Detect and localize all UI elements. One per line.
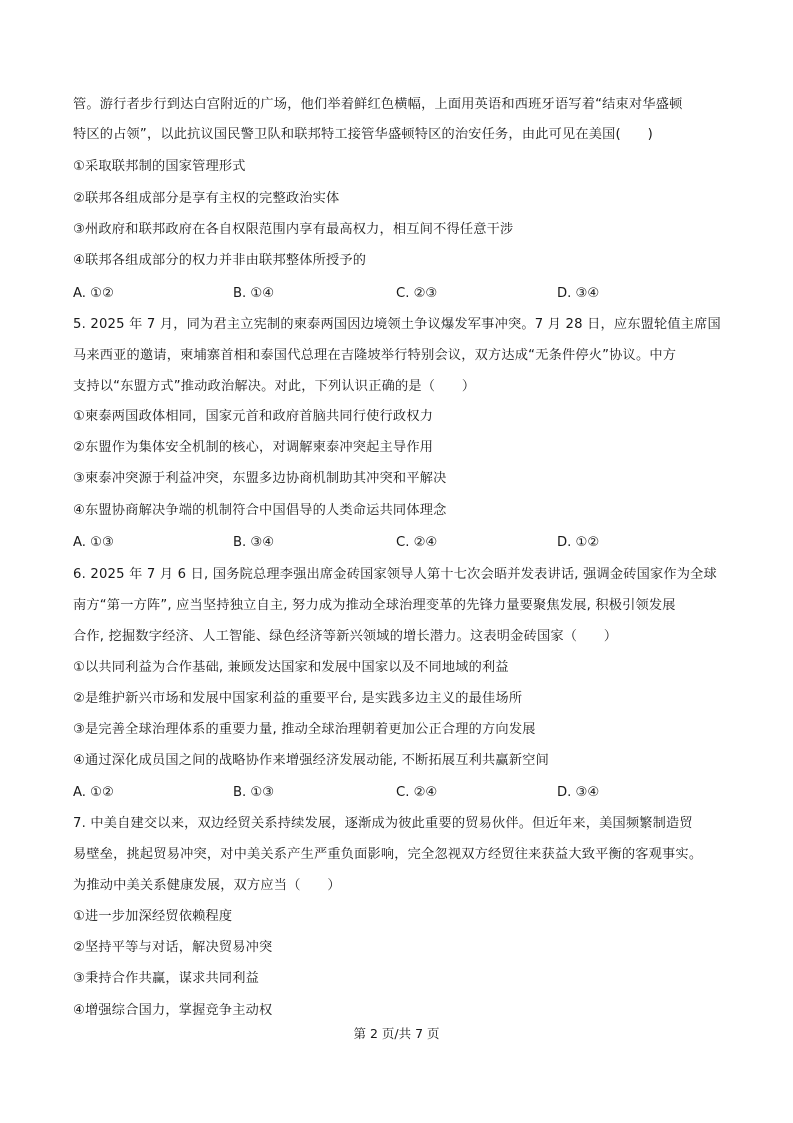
- question-5-stem-line: 支持以“东盟方式”推动政治解决。对此，下列认识正确的是（ ）: [73, 379, 476, 394]
- question-6-option-a: A. ①②: [73, 785, 114, 800]
- question-5-stem-line: 马来西亚的邀请，柬埔寨首相和泰国代总理在吉隆坡举行特别会议，双方达成“无条件停火”协议。中方: [73, 348, 677, 363]
- question-5-option-a: A. ①③: [73, 535, 114, 550]
- question-7-stem-line: 易壁垒，挑起贸易冲突，对中美关系产生严重负面影响，完全忽视双方经贸往来获益大致平衡的客观事实。: [73, 847, 703, 862]
- question-7-item: ④增强综合国力，掌握竞争主动权: [73, 1003, 273, 1018]
- question-4-item: ②联邦各组成部分是享有主权的完整政治实体: [73, 191, 340, 206]
- question-5-stem-line: 5. 2025 年 7 月，同为君主立宪制的柬泰两国因边境领土争议爆发军事冲突。7 月 28 日，应东盟轮值主席国: [73, 317, 721, 332]
- question-4-item: ③州政府和联邦政府在各自权限范围内享有最高权力，相互间不得任意干涉: [73, 222, 514, 237]
- question-7-item: ①进一步加深经贸依赖程度: [73, 909, 233, 924]
- question-4-item: ①采取联邦制的国家管理形式: [73, 159, 246, 174]
- question-4-option-b: B. ①④: [233, 286, 275, 301]
- question-5-item: ④东盟协商解决争端的机制符合中国倡导的人类命运共同体理念: [73, 503, 447, 518]
- question-6-option-c: C. ②④: [396, 785, 438, 800]
- question-5-option-d: D. ①②: [557, 535, 600, 550]
- question-6-stem-line: 合作, 挖掘数字经济、人工智能、绿色经济等新兴领域的增长潜力。这表明金砖国家（ ）: [73, 629, 618, 644]
- question-4-option-d: D. ③④: [557, 286, 600, 301]
- question-5-option-b: B. ③④: [233, 535, 275, 550]
- question-4-item: ④联邦各组成部分的权力并非由联邦整体所授予的: [73, 253, 367, 268]
- question-6-stem-line: 6. 2025 年 7 月 6 日, 国务院总理李强出席金砖国家领导人第十七次会晤并发表讲话, 强调金砖国家作为全球: [73, 567, 717, 582]
- question-5-item: ②东盟作为集体安全机制的核心，对调解柬泰冲突起主导作用: [73, 440, 434, 455]
- question-7-item: ②坚持平等与对话，解决贸易冲突: [73, 940, 273, 955]
- question-6-item: ④通过深化成员国之间的战略协作来增强经济发展动能, 不断拓展互利共赢新空间: [73, 753, 549, 768]
- question-4-option-a: A. ①②: [73, 286, 114, 301]
- question-6-option-b: B. ①③: [233, 785, 275, 800]
- page-number: 第 2 页/共 7 页: [353, 1026, 440, 1041]
- question-7-item: ③秉持合作共赢，谋求共同利益: [73, 971, 260, 986]
- question-5-option-c: C. ②④: [396, 535, 438, 550]
- question-5-item: ③柬泰冲突源于利益冲突，东盟多边协商机制助其冲突和平解决: [73, 471, 447, 486]
- question-7-stem-line: 为推动中美关系健康发展，双方应当（ ）: [73, 878, 341, 893]
- question-7-stem-line: 7. 中美自建交以来，双边经贸关系持续发展，逐渐成为彼此重要的贸易伙伴。但近年来，美国频繁制造贸: [73, 816, 693, 831]
- question-6-item: ③是完善全球治理体系的重要力量, 推动全球治理朝着更加公正合理的方向发展: [73, 722, 536, 737]
- question-4-stem-line: 管。游行者步行到达白宫附近的广场，他们举着鲜红色横幅，上面用英语和西班牙语写着“结束对华盛顿: [73, 97, 683, 112]
- question-6-option-d: D. ③④: [557, 785, 600, 800]
- question-6-item: ①以共同利益为合作基础, 兼顾发达国家和发展中国家以及不同地域的利益: [73, 660, 509, 675]
- question-4-option-c: C. ②③: [396, 286, 438, 301]
- question-6-stem-line: 南方“第一方阵”, 应当坚持独立自主, 努力成为推动全球治理变革的先锋力量要聚焦发展, 积极引领发展: [73, 598, 676, 613]
- question-4-stem-line: 特区的占领”，以此抗议国民警卫队和联邦特工接管华盛顿特区的治安任务，由此可见在美国( ): [73, 127, 653, 142]
- question-6-item: ②是维护新兴市场和发展中国家利益的重要平台, 是实践多边主义的最佳场所: [73, 691, 523, 706]
- question-5-item: ①柬泰两国政体相同，国家元首和政府首脑共同行使行政权力: [73, 409, 434, 424]
